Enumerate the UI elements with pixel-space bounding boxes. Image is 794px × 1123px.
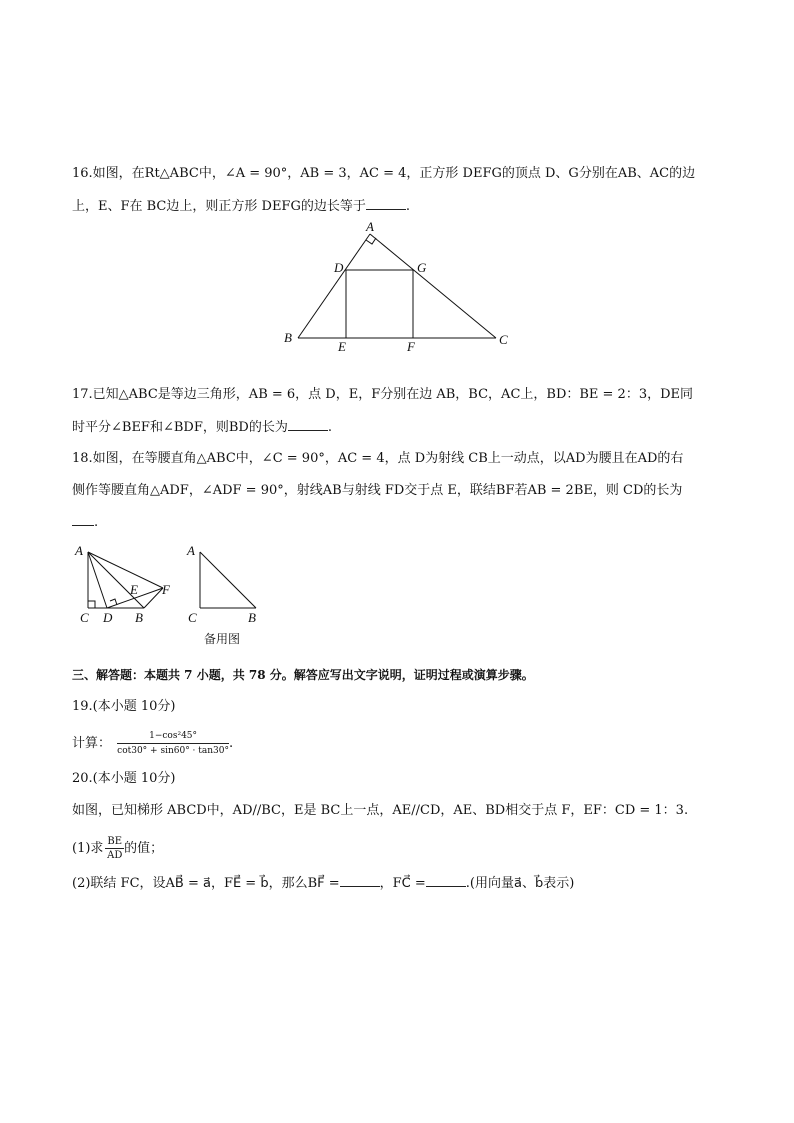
label-b: B xyxy=(135,610,143,625)
q18-answer-blank xyxy=(72,513,94,526)
label-f: F xyxy=(162,582,170,597)
section-heading: 三、解答题：本题共 7 小题，共 78 分。解答应写出文字说明，证明过程或演算步骤。 xyxy=(72,668,534,682)
q17-line1: 17.已知△ABC是等边三角形，AB = 6，点 D，E，F分别在边 AB，BC，AC上，BD：BE = 2：3，DE同 xyxy=(72,387,694,402)
segment-ad xyxy=(88,552,107,608)
q16-line1: 16.如图，在Rt△ABC中，∠A = 90°，AB = 3，AC = 4，正方形 DEFG的顶点 D、G分别在AB、AC的边 xyxy=(72,166,696,181)
label-a: A xyxy=(366,220,374,234)
q18-line1: 18.如图，在等腰直角△ABC中，∠C = 90°，AC = 4，点 D为射线 CB上一动点，以AD为腰且在AD的右 xyxy=(72,451,684,466)
q20-part2 xyxy=(72,874,574,893)
q20-part1 xyxy=(72,836,163,862)
q20-part1-numerator: BE xyxy=(107,836,123,847)
q17-answer-blank xyxy=(288,418,328,431)
right-angle-mark-c xyxy=(88,601,95,608)
q19-numerator: 1−cos²45° xyxy=(117,730,229,744)
q18-figure-1 xyxy=(72,540,184,630)
figure-caption: 备用图 xyxy=(204,632,241,646)
label-g: G xyxy=(417,260,427,275)
q16-line2-end: . xyxy=(405,199,410,214)
right-angle-mark-d xyxy=(110,599,117,605)
q20-part2-a: (2)联结 FC，设AB⃗ = a⃗，FE⃗ = b⃗，那么BF⃗ = xyxy=(72,876,340,891)
side-ac xyxy=(370,234,496,338)
right-angle-mark-a xyxy=(366,238,376,244)
q20-part1-suffix: 的值； xyxy=(124,841,164,856)
q19-expression xyxy=(72,727,233,761)
label-a: A xyxy=(75,543,83,558)
q16-answer-blank xyxy=(366,197,406,210)
square-defg xyxy=(346,270,413,338)
q19-suffix: . xyxy=(229,736,234,751)
q17-line2-text: 时平分∠BEF和∠BDF，则BD的长为 xyxy=(72,420,288,435)
label-b: B xyxy=(248,610,256,625)
q17-line2-end: . xyxy=(327,420,332,435)
label-c: C xyxy=(499,332,508,347)
q18-line3-end: . xyxy=(94,515,99,530)
q20-part1-denominator: AD xyxy=(107,850,123,861)
label-c: C xyxy=(188,610,197,625)
q19-fraction xyxy=(117,730,229,757)
q17-line2 xyxy=(72,418,332,437)
label-d: D xyxy=(334,260,344,275)
q18-figure-2 xyxy=(184,540,274,650)
q20-part1-fraction xyxy=(105,836,124,861)
q20-part2-b: ，FC⃗ = xyxy=(379,876,426,891)
q19-prefix: 计算： xyxy=(72,736,112,751)
q20-part1-prefix: (1)求 xyxy=(72,841,104,856)
q16-figure xyxy=(280,220,520,355)
side-ab xyxy=(298,234,370,338)
label-e: E xyxy=(338,339,346,354)
label-e: E xyxy=(130,582,138,597)
side-ab xyxy=(88,552,144,608)
segment-af xyxy=(88,552,163,588)
q19-header: 19.(本小题 10分) xyxy=(72,699,176,714)
q20-line1: 如图，已知梯形 ABCD中，AD//BC，E是 BC上一点，AE//CD，AE、BD相交于点 F，EF：CD = 1：3. xyxy=(72,803,689,818)
q16-line2-text: 上，E、F在 BC边上，则正方形 DEFG的边长等于 xyxy=(72,199,366,214)
q20-answer-blank-fc xyxy=(426,874,466,887)
q19-denominator: cot30° + sin60° · tan30° xyxy=(117,746,230,756)
label-a: A xyxy=(187,543,195,558)
q20-part2-c: .(用向量a⃗、b⃗表示) xyxy=(465,876,575,891)
q18-line2: 侧作等腰直角△ADF，∠ADF = 90°，射线AB与射线 FD交于点 E，联结BF若AB = 2BE，则 CD的长为 xyxy=(72,483,683,498)
label-f: F xyxy=(407,339,415,354)
label-c: C xyxy=(80,610,89,625)
q16-line2 xyxy=(72,197,410,216)
side-ab xyxy=(200,552,256,608)
label-d: D xyxy=(103,610,113,625)
q18-line3 xyxy=(72,513,98,532)
q20-answer-blank-bf xyxy=(340,874,380,887)
q20-header: 20.(本小题 10分) xyxy=(72,771,176,786)
label-b: B xyxy=(284,330,292,345)
